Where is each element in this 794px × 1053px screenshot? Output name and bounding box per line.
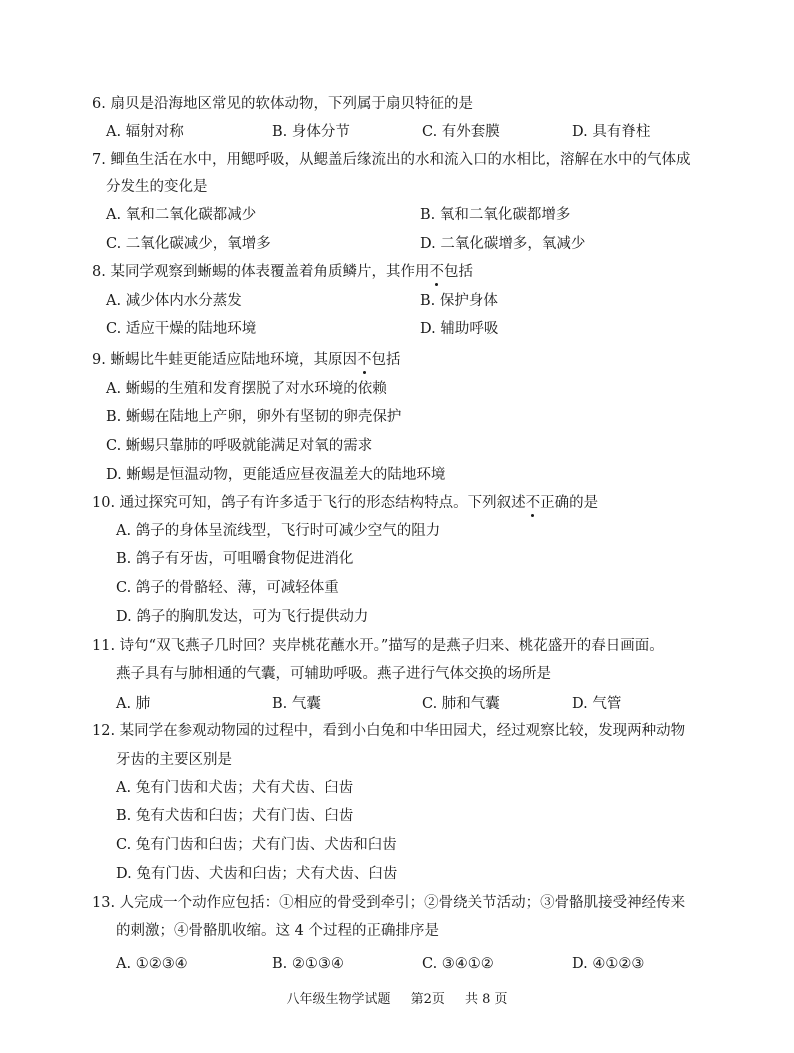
question-12-stem-line2: 牙齿的主要区别是	[116, 752, 232, 768]
question-8-option-b: B. 保护身体	[420, 293, 498, 309]
question-11-stem-line1: 11. 诗句“双飞燕子几时回？夹岸桃花蘸水开。”描写的是燕子归来、桃花盛开的春日画面。	[92, 638, 664, 654]
question-9-emphasis: 不	[356, 352, 372, 368]
question-10-stem-post: 正确的是	[540, 495, 599, 511]
question-7-option-d: D. 二氧化碳增多，氧减少	[420, 236, 586, 252]
question-11-stem-line2: 燕子具有与肺相通的气囊，可辅助呼吸。燕子进行气体交换的场所是	[116, 666, 551, 682]
question-8-option-a: A. 减少体内水分蒸发	[106, 293, 242, 309]
question-12-option-c: C. 兔有门齿和臼齿；犬有门齿、犬齿和臼齿	[116, 837, 397, 853]
question-10-option-c: C. 鸽子的骨骼轻、薄，可减轻体重	[116, 580, 339, 596]
question-10-emphasis: 不	[525, 495, 541, 511]
question-7-option-b: B. 氧和二氧化碳都增多	[420, 207, 571, 223]
question-9-option-a: A. 蜥蜴的生殖和发育摆脱了对水环境的依赖	[106, 381, 387, 397]
question-8-stem	[92, 262, 473, 282]
question-12-option-d: D. 兔有门齿、犬齿和臼齿；犬有犬齿、臼齿	[116, 866, 398, 882]
question-8-stem-pre: 8. 某同学观察到蜥蜴的体表覆盖着角质鳞片，其作用	[92, 264, 430, 280]
question-10-option-d: D. 鸽子的胸肌发达，可为飞行提供动力	[116, 609, 369, 625]
question-6-option-d: D. 具有脊柱	[572, 124, 651, 140]
question-12-stem-line1: 12. 某同学在参观动物园的过程中，看到小白兔和中华田园犬，经过观察比较，发现两种动物	[92, 723, 686, 739]
question-6-option-b: B. 身体分节	[272, 124, 350, 140]
question-10-stem-pre: 10. 通过探究可知，鸽子有许多适于飞行的形态结构特点。下列叙述	[92, 495, 526, 511]
question-7-option-c: C. 二氧化碳减少，氧增多	[106, 236, 271, 252]
question-12-option-a: A. 兔有门齿和犬齿；犬有犬齿、臼齿	[116, 780, 354, 796]
question-9-stem-pre: 9. 蜥蜴比牛蛙更能适应陆地环境，其原因	[92, 352, 357, 368]
question-9-stem	[92, 350, 400, 370]
question-11-option-a: A. 肺	[116, 696, 151, 712]
question-6-option-c: C. 有外套膜	[422, 124, 500, 140]
question-13-option-a: A. ①②③④	[116, 956, 188, 972]
question-8-option-c: C. 适应干燥的陆地环境	[106, 321, 257, 337]
question-10-option-a: A. 鸽子的身体呈流线型，飞行时可减少空气的阻力	[116, 523, 441, 539]
question-13-option-d: D. ④①②③	[572, 956, 645, 972]
question-13-option-b: B. ②①③④	[272, 956, 344, 972]
question-9-stem-post: 包括	[371, 352, 401, 368]
question-9-option-c: C. 蜥蜴只靠肺的呼吸就能满足对氧的需求	[106, 438, 373, 454]
question-8-option-d: D. 辅助呼吸	[420, 321, 499, 337]
footer-page-number: 第2页	[410, 992, 445, 1007]
footer-title: 八年级生物学试题	[286, 992, 391, 1007]
question-6-option-a: A. 辐射对称	[106, 124, 184, 140]
question-7-stem-line2: 分发生的变化是	[106, 179, 208, 195]
question-11-option-b: B. 气囊	[272, 696, 321, 712]
question-9-option-b: B. 蜥蜴在陆地上产卵，卵外有坚韧的卵壳保护	[106, 409, 402, 425]
question-7-option-a: A. 氧和二氧化碳都减少	[106, 207, 257, 223]
question-13-stem-line2: 的刺激；④骨骼肌收缩。这 4 个过程的正确排序是	[116, 923, 439, 939]
question-13-option-c: C. ③④①②	[422, 956, 494, 972]
question-10-stem	[92, 493, 598, 513]
question-8-emphasis: 不	[429, 264, 444, 280]
question-7-stem-line1: 7. 鲫鱼生活在水中，用鳃呼吸，从鳃盖后缘流出的水和流入口的水相比，溶解在水中的气体成	[92, 152, 691, 168]
question-8-stem-post: 包括	[443, 264, 473, 280]
question-11-option-d: D. 气管	[572, 696, 622, 712]
question-6-stem: 6. 扇贝是沿海地区常见的软体动物，下列属于扇贝特征的是	[92, 96, 473, 112]
question-10-option-b: B. 鸽子有牙齿，可咀嚼食物促进消化	[116, 551, 354, 567]
page-footer	[0, 991, 794, 1009]
question-11-option-c: C. 肺和气囊	[422, 696, 500, 712]
question-13-stem-line1: 13. 人完成一个动作应包括：①相应的骨受到牵引；②骨绕关节活动；③骨骼肌接受神经传来	[92, 895, 686, 911]
question-9-option-d: D. 蜥蜴是恒温动物，更能适应昼夜温差大的陆地环境	[106, 467, 446, 483]
footer-total-pages: 共 8 页	[465, 992, 508, 1007]
question-12-option-b: B. 兔有犬齿和臼齿；犬有门齿、臼齿	[116, 808, 354, 824]
